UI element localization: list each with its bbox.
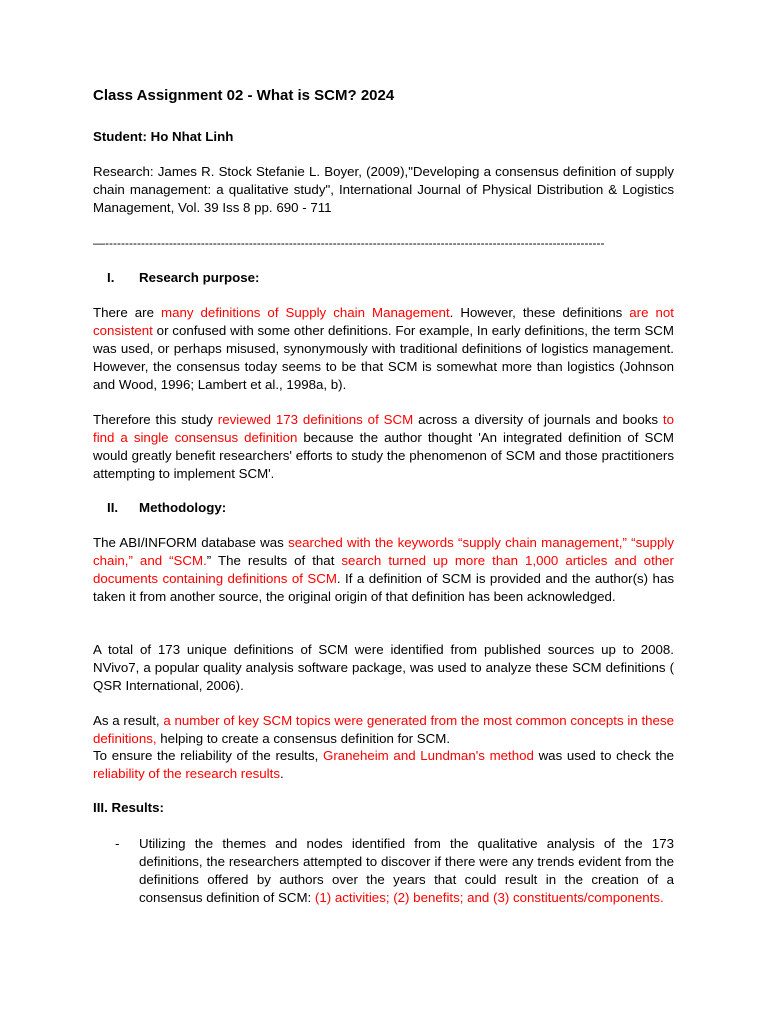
section-heading-methodology (93, 500, 226, 515)
text-run: The ABI/INFORM database was (93, 535, 289, 550)
text-run: To ensure the reliability of the results, (93, 748, 323, 763)
section-label: Research purpose: (139, 270, 260, 285)
text-run: or confused with some other definitions. For example, In early definitions, the term SCM was used, or perhaps misused, synonymously with traditional definitions of logistics management. However, the consensus today seems to be that SCM is somewhat more than logistics (Johnson and Wood, 1996; Lambert et al., 1998a, b). (93, 322, 674, 392)
paragraph-methodology-4 (93, 747, 674, 783)
text-run: As a result, (93, 713, 164, 728)
highlighted-text: (1) activities; (2) benefits; and (3) constituents/components. (314, 889, 664, 905)
highlighted-text: searched with the keywords “supply chain management,” “supply chain,” and “SCM. (93, 535, 675, 568)
highlighted-text: to find a single consensus definition (93, 412, 674, 445)
section-heading-research-purpose (93, 270, 259, 285)
text-run: Utilizing the themes and nodes identified from the qualitative analysis of the 173 definitions, the researchers attempted to discover if there were any trends evident from the definitions offered by authors over the years that could result in the creation of a consensus definition of SCM: (139, 836, 674, 905)
document-title: Class Assignment 02 - What is SCM? 2024 (93, 87, 395, 104)
section-heading-results: III. Results: (93, 800, 164, 815)
highlighted-text: Graneheim and Lundman's method (322, 748, 534, 763)
bullet-dash: - (115, 836, 120, 851)
highlighted-text: are not consistent (93, 305, 674, 338)
text-run: . If a definition of SCM is provided and the author(s) has taken it from another source, the original origin of that definition has been acknowledged. (93, 570, 674, 604)
section-number: II. (107, 500, 119, 515)
section-label: Methodology: (139, 500, 227, 515)
text-run: was used to check the (533, 748, 675, 763)
research-citation: Research: James R. Stock Stefanie L. Boyer, (2009),"Developing a consensus definition of supply chain management: a qualitative study", International Journal of Physical Distribution & Logistics Management, Vol. 39 Iss 8 pp. 690 - 711 (93, 164, 674, 215)
paragraph-purpose-2 (93, 411, 674, 483)
highlighted-text: reliability of the research results (93, 765, 280, 781)
text-run: because the author thought 'An integrated definition of SCM would greatly benefit researchers' efforts to study the phenomenon of SCM and those practitioners attempting to implement SCM'. (93, 429, 674, 481)
paragraph-purpose-1 (93, 304, 674, 394)
paragraph-methodology-3 (93, 712, 674, 748)
text-run: There are (93, 305, 161, 320)
highlighted-text: many definitions of Supply chain Management (161, 305, 450, 320)
text-run: . However, these definitions (449, 305, 630, 320)
highlighted-text: reviewed 173 definitions of SCM (217, 412, 414, 427)
results-bullet-item (139, 835, 674, 907)
highlighted-text: search turned up more than 1,000 articles and other documents containing definitions of SCM (93, 552, 674, 586)
section-number: I. (107, 270, 115, 285)
text-run: across a diversity of journals and books (413, 412, 663, 427)
text-run: . (279, 765, 284, 781)
paragraph-methodology-2: A total of 173 unique definitions of SCM were identified from published sources up to 2008. NVivo7, a popular quality analysis software package, was used to analyze these SCM definitions ( QSR International, 2006). (93, 642, 674, 693)
text-run: ” The results of that (206, 552, 342, 568)
text-run: helping to create a consensus definition for SCM. (156, 730, 451, 746)
student-name: Student: Ho Nhat Linh (93, 129, 234, 144)
paragraph-methodology-1 (93, 534, 674, 606)
text-run: Therefore this study (93, 412, 218, 427)
highlighted-text: a number of key SCM topics were generated from the most common concepts in these definitions, (93, 713, 674, 746)
divider-line: —----------------------------------------------------------------------------------------------------------------------------- (93, 236, 605, 250)
